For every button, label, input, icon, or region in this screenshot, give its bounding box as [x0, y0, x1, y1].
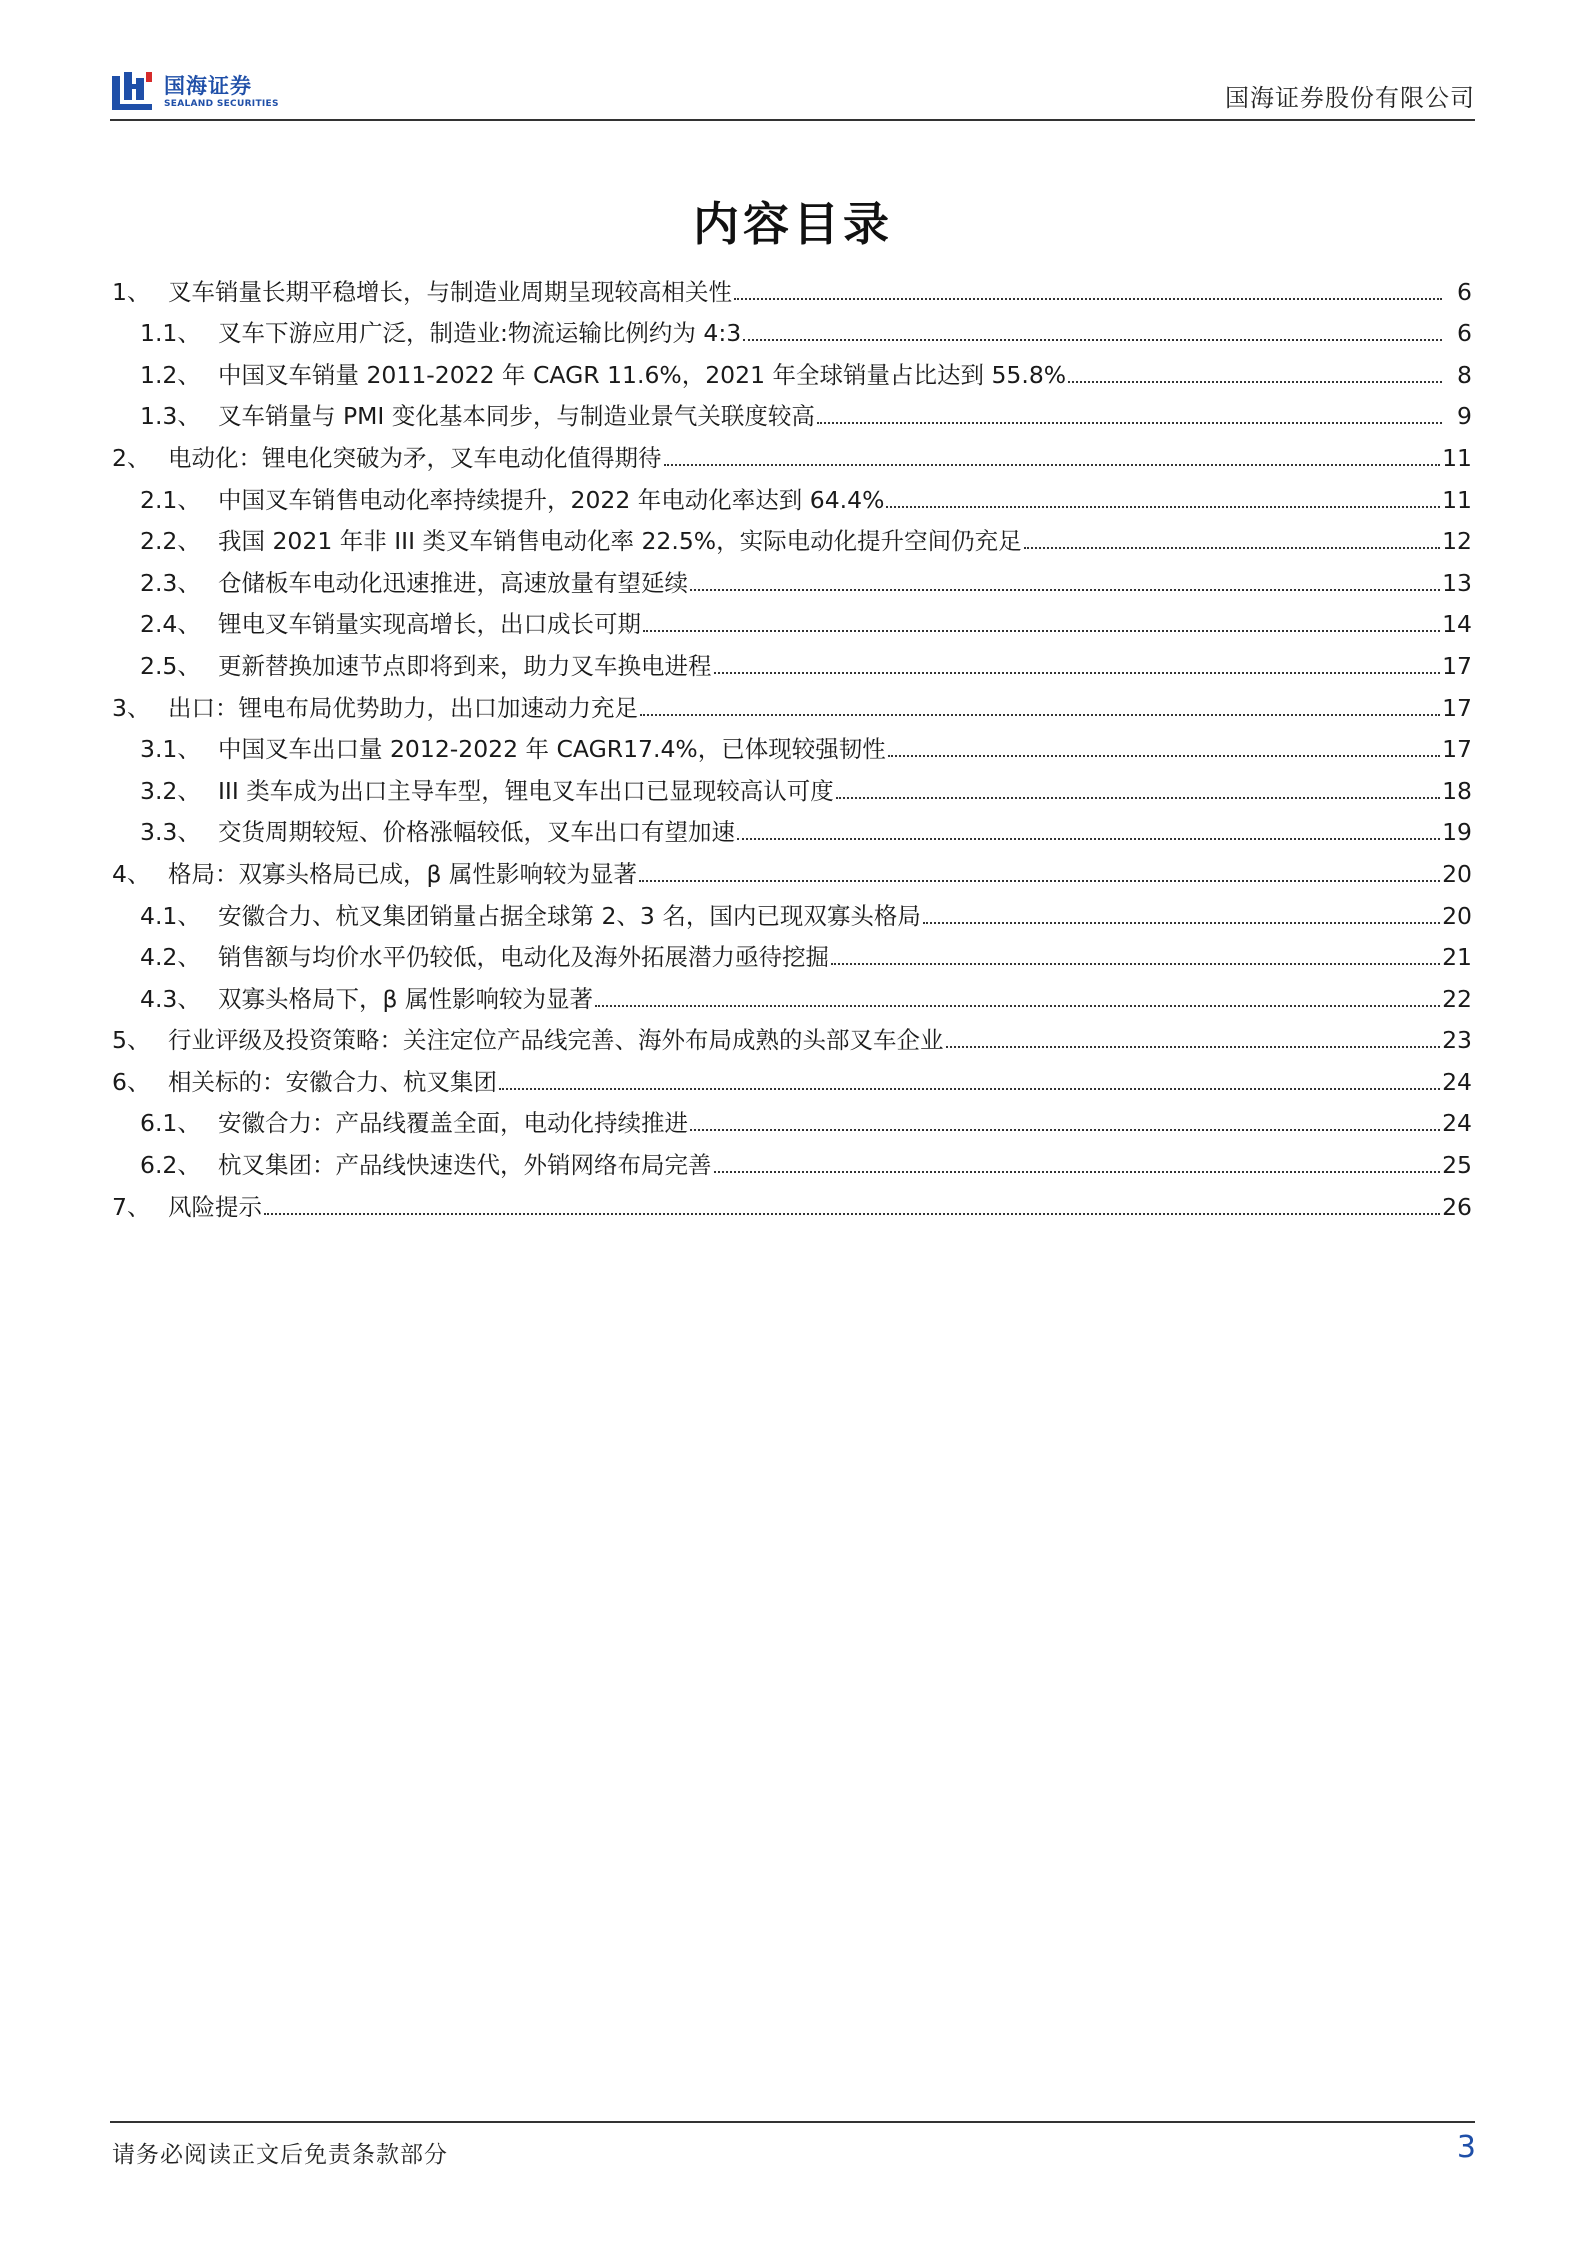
toc-entry-number: 4、	[112, 859, 151, 888]
toc-entry-number: 3.3、	[140, 818, 201, 847]
toc-leader-dots	[1068, 381, 1442, 383]
toc-leader-dots	[946, 1046, 1441, 1048]
toc-entry-title: 格局：双寡头格局已成，β 属性影响较为显著	[168, 859, 637, 888]
toc-entry-number: 6、	[112, 1067, 151, 1096]
toc-entry[interactable]	[112, 430, 1472, 472]
toc-leader-dots	[817, 422, 1442, 424]
table-of-contents	[112, 264, 1472, 1221]
toc-entry[interactable]	[112, 638, 1472, 680]
company-logo	[110, 66, 279, 118]
toc-entry[interactable]	[112, 930, 1472, 972]
toc-entry[interactable]	[112, 763, 1472, 805]
toc-leader-dots	[836, 797, 1440, 799]
toc-entry-title: 出口：锂电布局优势助力，出口加速动力充足	[168, 693, 638, 722]
toc-leader-dots	[690, 1129, 1440, 1131]
toc-entry-title: 行业评级及投资策略：关注定位产品线完善、海外布局成熟的头部叉车企业	[168, 1026, 944, 1055]
toc-entry-page: 20	[1442, 901, 1472, 930]
toc-entry-title: 销售额与均价水平仍较低，电动化及海外拓展潜力亟待挖掘	[218, 943, 829, 972]
toc-entry-page: 12	[1442, 527, 1472, 556]
toc-leader-dots	[886, 506, 1440, 508]
toc-entry[interactable]	[112, 971, 1472, 1013]
toc-leader-dots	[499, 1088, 1440, 1090]
toc-entry-number: 6.1、	[140, 1109, 201, 1138]
toc-entry-page: 17	[1442, 693, 1472, 722]
toc-entry[interactable]	[112, 1054, 1472, 1096]
toc-entry[interactable]	[112, 472, 1472, 514]
toc-entry[interactable]	[112, 1137, 1472, 1179]
toc-entry-number: 3.1、	[140, 735, 201, 764]
toc-leader-dots	[714, 1171, 1441, 1173]
toc-entry-title: 叉车销量长期平稳增长，与制造业周期呈现较高相关性	[168, 277, 732, 306]
toc-entry-page: 14	[1442, 610, 1472, 639]
toc-entry-page: 19	[1442, 818, 1472, 847]
toc-entry-page: 24	[1442, 1067, 1472, 1096]
toc-entry[interactable]	[112, 264, 1472, 306]
toc-leader-dots	[714, 672, 1441, 674]
toc-entry-title: 电动化：锂电化突破为矛，叉车电动化值得期待	[168, 443, 662, 472]
toc-entry-title: 中国叉车销售电动化率持续提升，2022 年电动化率达到 64.4%	[218, 485, 885, 514]
toc-entry[interactable]	[112, 1013, 1472, 1055]
toc-entry-title: 叉车销量与 PMI 变化基本同步，与制造业景气关联度较高	[218, 402, 815, 431]
toc-entry-number: 5、	[112, 1026, 151, 1055]
toc-entry-page: 22	[1442, 984, 1472, 1013]
toc-leader-dots	[737, 838, 1440, 840]
page-title: 内容目录	[693, 197, 893, 251]
toc-leader-dots	[831, 963, 1440, 965]
toc-leader-dots	[640, 714, 1440, 716]
toc-entry-number: 3.2、	[140, 776, 201, 805]
toc-entry-title: 仓储板车电动化迅速推进，高速放量有望延续	[218, 568, 688, 597]
toc-leader-dots	[643, 630, 1440, 632]
toc-entry-number: 1、	[112, 277, 151, 306]
toc-entry-page: 24	[1442, 1109, 1472, 1138]
toc-entry[interactable]	[112, 805, 1472, 847]
toc-entry-page: 17	[1442, 735, 1472, 764]
toc-entry-number: 6.2、	[140, 1151, 201, 1180]
toc-leader-dots	[743, 339, 1442, 341]
toc-entry-title: 安徽合力：产品线覆盖全面，电动化持续推进	[218, 1109, 688, 1138]
footer-divider	[110, 2121, 1475, 2123]
toc-entry-title: 交货周期较短、价格涨幅较低，叉车出口有望加速	[218, 818, 735, 847]
toc-entry-title: 中国叉车销量 2011-2022 年 CAGR 11.6%，2021 年全球销量占比达到 55.8%	[218, 360, 1067, 389]
toc-entry-page: 9	[1457, 402, 1472, 431]
toc-entry-number: 2.4、	[140, 610, 201, 639]
toc-leader-dots	[264, 1213, 1440, 1215]
toc-entry-title: 杭叉集团：产品线快速迭代，外销网络布局完善	[218, 1151, 712, 1180]
toc-entry-title: III 类车成为出口主导车型，锂电叉车出口已显现较高认可度	[218, 776, 834, 805]
toc-entry-number: 1.1、	[140, 319, 201, 348]
toc-entry[interactable]	[112, 389, 1472, 431]
toc-entry-page: 13	[1442, 568, 1472, 597]
toc-leader-dots	[639, 880, 1440, 882]
logo-text	[164, 74, 279, 110]
toc-entry[interactable]	[112, 1096, 1472, 1138]
toc-entry-number: 2.2、	[140, 527, 201, 556]
toc-entry-number: 7、	[112, 1192, 151, 1221]
toc-entry-title: 中国叉车出口量 2012-2022 年 CAGR17.4%，已体现较强韧性	[218, 735, 886, 764]
toc-entry-number: 1.2、	[140, 360, 201, 389]
logo-chinese-name: 国海证券	[164, 74, 252, 98]
toc-entry-page: 6	[1457, 319, 1472, 348]
toc-leader-dots	[595, 1005, 1440, 1007]
toc-entry-title: 更新替换加速节点即将到来，助力叉车换电进程	[218, 651, 712, 680]
toc-entry-title: 相关标的：安徽合力、杭叉集团	[168, 1067, 497, 1096]
toc-entry-number: 1.3、	[140, 402, 201, 431]
toc-entry-number: 4.1、	[140, 901, 201, 930]
toc-entry-page: 8	[1457, 360, 1472, 389]
toc-entry-page: 26	[1442, 1192, 1472, 1221]
toc-entry[interactable]	[112, 347, 1472, 389]
toc-entry-number: 4.3、	[140, 984, 201, 1013]
toc-entry-page: 21	[1442, 943, 1472, 972]
toc-entry-number: 2、	[112, 443, 151, 472]
toc-leader-dots	[734, 298, 1442, 300]
toc-entry[interactable]	[112, 722, 1472, 764]
toc-entry-title: 双寡头格局下，β 属性影响较为显著	[218, 984, 593, 1013]
page-header	[110, 66, 1475, 118]
toc-entry-page: 18	[1442, 776, 1472, 805]
toc-entry[interactable]	[112, 1179, 1472, 1221]
toc-entry-title: 叉车下游应用广泛，制造业:物流运输比例约为 4:3	[218, 319, 742, 348]
page-number: 3	[1456, 2130, 1476, 2165]
toc-entry-number: 2.3、	[140, 568, 201, 597]
sealand-logo-icon	[110, 70, 156, 114]
toc-leader-dots	[923, 922, 1440, 924]
toc-entry-page: 6	[1457, 277, 1472, 306]
toc-leader-dots	[690, 589, 1440, 591]
toc-entry[interactable]	[112, 306, 1472, 348]
toc-entry-number: 4.2、	[140, 943, 201, 972]
toc-entry-title: 安徽合力、杭叉集团销量占据全球第 2、3 名，国内已现双寡头格局	[218, 901, 921, 930]
toc-entry-page: 20	[1442, 859, 1472, 888]
toc-entry[interactable]	[112, 514, 1472, 556]
toc-leader-dots	[664, 464, 1441, 466]
toc-entry[interactable]	[112, 888, 1472, 930]
toc-leader-dots	[1024, 547, 1440, 549]
toc-entry[interactable]	[112, 846, 1472, 888]
toc-entry-number: 2.5、	[140, 651, 201, 680]
company-name: 国海证券股份有限公司	[1225, 84, 1475, 112]
toc-entry[interactable]	[112, 680, 1472, 722]
toc-entry-page: 11	[1442, 443, 1472, 472]
toc-entry-page: 11	[1442, 485, 1472, 514]
toc-entry[interactable]	[112, 555, 1472, 597]
toc-leader-dots	[888, 755, 1440, 757]
toc-entry[interactable]	[112, 597, 1472, 639]
toc-entry-title: 风险提示	[168, 1192, 262, 1221]
toc-entry-page: 17	[1442, 651, 1472, 680]
toc-entry-number: 3、	[112, 693, 151, 722]
toc-entry-page: 25	[1442, 1151, 1472, 1180]
logo-english-name: SEALAND SECURITIES	[164, 99, 279, 109]
toc-entry-title: 我国 2021 年非 III 类叉车销售电动化率 22.5%，实际电动化提升空间仍充足	[218, 527, 1022, 556]
footer-disclaimer: 请务必阅读正文后免责条款部分	[112, 2142, 448, 2168]
toc-entry-title: 锂电叉车销量实现高增长，出口成长可期	[218, 610, 641, 639]
toc-entry-number: 2.1、	[140, 485, 201, 514]
header-divider	[110, 119, 1475, 121]
toc-entry-page: 23	[1442, 1026, 1472, 1055]
